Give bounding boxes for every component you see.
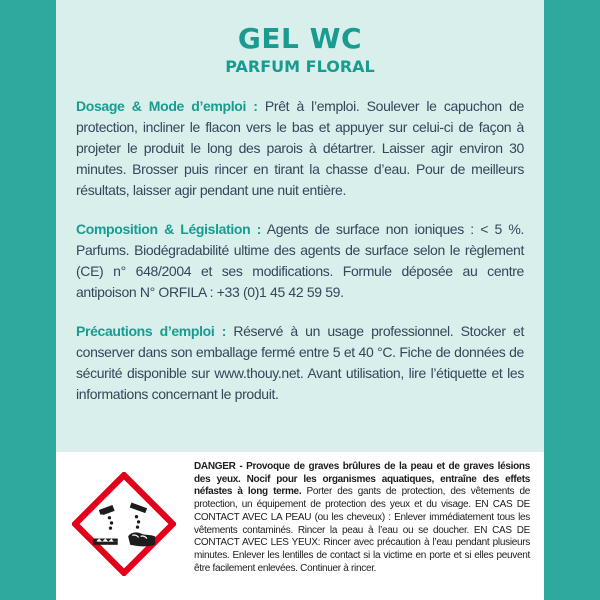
dosage-heading: Dosage & Mode d’emploi :	[76, 98, 258, 114]
composition-section	[76, 219, 524, 303]
precautions-heading: Précautions d’emploi :	[76, 323, 227, 339]
product-subtitle: PARFUM FLORAL	[225, 57, 375, 76]
danger-hazard-text: DANGER - Provoque de graves brûlures de la peau et de graves lésions des yeux. Nocif pour les organismes aquatiques, entraîne des effets néfastes à long terme.	[194, 461, 530, 498]
dosage-section	[76, 96, 524, 201]
corrosion-ghs05-icon	[72, 472, 176, 576]
composition-text: Agents de surface non ioniques : < 5 %. Parfums. Biodégradabilité ultime des agents de surface selon le règlement (CE) n° 648/2004 et ses modifications. Formule déposée au centre antipoison N° ORFILA : +33 (0)1 45 42 59 59.	[76, 221, 524, 300]
danger-statement	[194, 461, 530, 575]
composition-heading: Composition & Législation :	[76, 221, 262, 237]
product-label	[56, 0, 544, 600]
product-title: GEL WC	[237, 22, 363, 55]
precautions-section	[76, 321, 524, 405]
danger-box	[56, 452, 544, 600]
precautions-text: Réservé à un usage professionnel. Stocker et conserver dans son emballage fermé entre 5 et 40 °C. Fiche de données de sécurité disponible sur www.thouy.net. Avant utilisation, lire l’étiquette et les informations concernant le produit.	[76, 323, 524, 402]
dosage-text: Prêt à l’emploi. Soulever le capuchon de protection, incliner le flacon vers le bas et appuyer sur celui-ci de façon à projeter le produit le long des parois à détartrer. Laisser agir environ 30 minutes. Brosser puis rincer en tirant la chasse d’eau. Pour de meilleurs résultats, laisser agir pendant une nuit entière.	[76, 98, 524, 198]
danger-precaution-text: Porter des gants de protection, des vêtements de protection, un équipement de protection des yeux et du visage. EN CAS DE CONTACT AVEC LA PEAU (ou les cheveux) : Enlever immédiatement tous les vêtements contaminés. Rincer la peau à l’eau ou se doucher. EN CAS DE CONTACT AVEC LES YEUX: Rincer avec précaution à l’eau pendant plusieurs minutes. Enlever les lentilles de contact si la victime en porte et si elles peuvent être facilement enlevées. Continuer à rincer.	[194, 486, 530, 574]
